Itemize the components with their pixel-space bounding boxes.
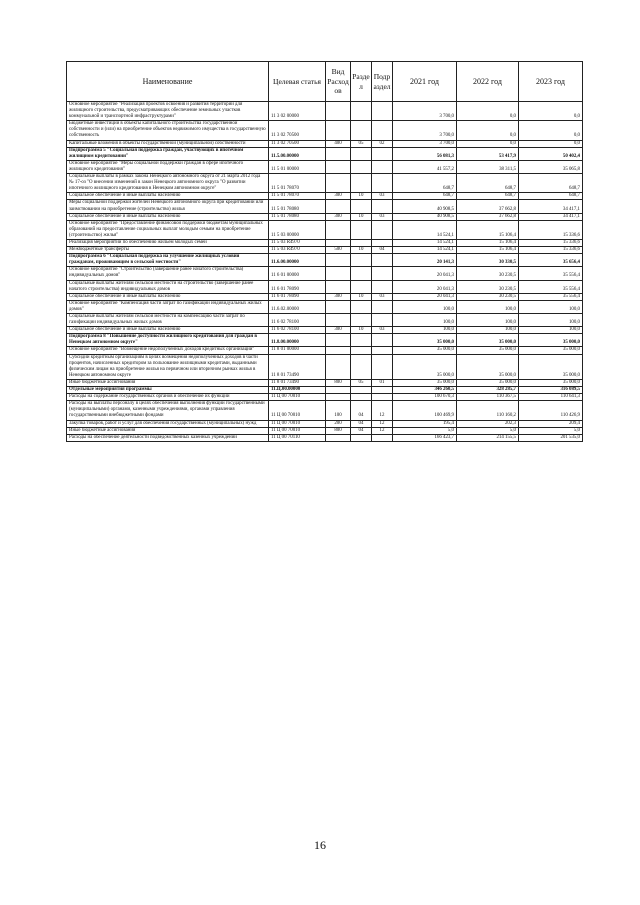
- cell-2022: 0,0: [457, 102, 519, 121]
- cell-subsection: [372, 102, 393, 121]
- table-row: [67, 121, 583, 140]
- cell-2023: 0,0: [519, 140, 583, 147]
- cell-2021: 100,0: [393, 300, 457, 313]
- cell-subsection: 04: [372, 247, 393, 254]
- cell-name: Социальное обеспечение и иные выплаты населению: [67, 327, 269, 334]
- cell-expense-type: [326, 334, 351, 347]
- cell-name: Подпрограмма 6 "Социальная поддержка на улучшение жилищных условий гражданам, проживающим в сельской местности": [67, 254, 269, 267]
- table-row: [67, 394, 583, 401]
- cell-name: Реализация мероприятий по обеспечению жильем молодых семей: [67, 239, 269, 246]
- table-header-row: [67, 62, 583, 102]
- cell-2023: 648,7: [519, 174, 583, 193]
- table-row: [67, 200, 583, 213]
- cell-2021: 35 000,0: [393, 354, 457, 379]
- cell-subsection: 03: [372, 213, 393, 220]
- cell-section: [351, 280, 372, 293]
- cell-target-article: 11.8.00.00000: [269, 334, 326, 347]
- cell-name: Расходы на содержание государственных органов и обеспечение их функций: [67, 394, 269, 401]
- table-row: [67, 280, 583, 293]
- cell-section: 04: [351, 427, 372, 434]
- cell-subsection: [372, 334, 393, 347]
- cell-2022: 648,7: [457, 174, 519, 193]
- cell-subsection: [372, 254, 393, 267]
- cell-subsection: [372, 220, 393, 239]
- cell-expense-type: [326, 387, 351, 394]
- cell-section: 05: [351, 140, 372, 147]
- cell-2022: 15 106,4: [457, 220, 519, 239]
- cell-name: Подпрограмма 8 "Повышение доступности жилищного кредитования для граждан в Ненецком автономном округе": [67, 334, 269, 347]
- cell-name: Расходы на выплаты персоналу в целях обеспечения выполнения функций государственными (муниципальными) органами, казенными учреждениями, органами управления государственными внебюджетными фондами: [67, 401, 269, 420]
- cell-2023: 34 417,1: [519, 200, 583, 213]
- cell-target-article: 11.6.00.00000: [269, 254, 326, 267]
- cell-2022: 35 000,0: [457, 334, 519, 347]
- cell-expense-type: [326, 160, 351, 173]
- table-row: [67, 314, 583, 327]
- cell-2023: 316 089,5: [519, 387, 583, 394]
- cell-2023: 35 000,0: [519, 334, 583, 347]
- cell-target-article: 11 5 03 00000: [269, 220, 326, 239]
- cell-2022: 5,0: [457, 427, 519, 434]
- cell-name: Меры социальной поддержки жителей Ненецкого автономного округа при кредитовании или заимствовании на приобретение (строительство) жилья: [67, 200, 269, 213]
- cell-name: Социальные выплаты в рамках закона Ненецкого автономного округа от 21 марта 2012 года № 17-оз "О внесении изменений в закон Ненецкого автономного округа "О развитии ипотечного жилищного кредитования в Ненецком автономном округе": [67, 174, 269, 193]
- cell-section: 10: [351, 193, 372, 200]
- cell-subsection: 12: [372, 427, 393, 434]
- cell-subsection: [372, 174, 393, 193]
- cell-section: [351, 394, 372, 401]
- cell-2021: 100 670,3: [393, 394, 457, 401]
- cell-expense-type: [326, 434, 351, 441]
- cell-subsection: 12: [372, 420, 393, 427]
- header-name: Наименование: [67, 62, 269, 102]
- table-row: [67, 102, 583, 121]
- cell-target-article: 11 5 01 00000: [269, 160, 326, 173]
- cell-subsection: 03: [372, 193, 393, 200]
- cell-2022: 30 230,5: [457, 267, 519, 280]
- cell-section: [351, 121, 372, 140]
- cell-subsection: [372, 147, 393, 160]
- cell-2021: 20 041,3: [393, 293, 457, 300]
- cell-section: 10: [351, 247, 372, 254]
- cell-expense-type: [326, 102, 351, 121]
- cell-target-article: 11 3 02 70500: [269, 140, 326, 147]
- table-row: [67, 379, 583, 386]
- table-row: [67, 420, 583, 427]
- cell-target-article: 11.Ц.00.00000: [269, 387, 326, 394]
- cell-section: 05: [351, 379, 372, 386]
- cell-target-article: 11 6 01 78090: [269, 293, 326, 300]
- table-row: [67, 220, 583, 239]
- cell-name: Основное мероприятие "Строительство (завершение ранее начатого строительства) индивидуальных домов": [67, 267, 269, 280]
- cell-target-article: 11 Ц 00 70010: [269, 401, 326, 420]
- cell-2021: 35 000,0: [393, 379, 457, 386]
- cell-expense-type: [326, 300, 351, 313]
- cell-subsection: [372, 200, 393, 213]
- cell-2021: 35 000,0: [393, 334, 457, 347]
- cell-section: [351, 239, 372, 246]
- cell-target-article: 11 6 02 78100: [269, 314, 326, 327]
- header-year-2023: 2023 год: [519, 62, 583, 102]
- cell-2023: 648,7: [519, 193, 583, 200]
- cell-2022: 0,0: [457, 121, 519, 140]
- cell-expense-type: 800: [326, 379, 351, 386]
- cell-subsection: [372, 160, 393, 173]
- cell-2021: 14 524,1: [393, 247, 457, 254]
- table-row: [67, 334, 583, 347]
- cell-2021: 3 700,0: [393, 140, 457, 147]
- cell-section: 04: [351, 420, 372, 427]
- cell-expense-type: [326, 121, 351, 140]
- cell-section: [351, 147, 372, 160]
- cell-2023: 35 556,4: [519, 293, 583, 300]
- cell-expense-type: [326, 280, 351, 293]
- cell-name: Основное мероприятие "Возмещение недополученных доходов кредитных организаций": [67, 347, 269, 354]
- table-row: [67, 147, 583, 160]
- cell-name: Социальное обеспечение и иные выплаты населению: [67, 193, 269, 200]
- cell-expense-type: [326, 239, 351, 246]
- cell-2021: 100,0: [393, 314, 457, 327]
- cell-2023: 15 336,6: [519, 220, 583, 239]
- cell-2022: 35 000,0: [457, 379, 519, 386]
- cell-2022: 100,0: [457, 327, 519, 334]
- cell-subsection: [372, 314, 393, 327]
- cell-name: Основное мероприятие "Предоставление финансовой поддержки бюджетам муниципальных образований на предоставление социальных выплат молодым семьям на приобретение (строительство) жилья": [67, 220, 269, 239]
- cell-2022: 30 230,5: [457, 293, 519, 300]
- table-row: [67, 427, 583, 434]
- cell-2021: 5,0: [393, 427, 457, 434]
- cell-target-article: 11 6 02 78100: [269, 327, 326, 334]
- cell-subsection: [372, 354, 393, 379]
- cell-expense-type: 800: [326, 427, 351, 434]
- cell-section: [351, 300, 372, 313]
- cell-target-article: 11 5 01 78080: [269, 200, 326, 213]
- cell-expense-type: [326, 200, 351, 213]
- table-row: [67, 293, 583, 300]
- cell-2023: 35 656,4: [519, 254, 583, 267]
- cell-subsection: [372, 121, 393, 140]
- cell-2022: 35 000,0: [457, 354, 519, 379]
- cell-target-article: 11 8 01 73490: [269, 354, 326, 379]
- table-row: [67, 213, 583, 220]
- cell-2022: 110 367,5: [457, 394, 519, 401]
- table-row: [67, 193, 583, 200]
- cell-2022: 214 155,5: [457, 434, 519, 441]
- cell-subsection: 03: [372, 293, 393, 300]
- cell-2021: 56 081,3: [393, 147, 457, 160]
- budget-table: [66, 61, 583, 442]
- cell-2023: 15 336,6: [519, 247, 583, 254]
- cell-2023: 35 556,4: [519, 280, 583, 293]
- cell-expense-type: 300: [326, 193, 351, 200]
- cell-expense-type: 400: [326, 140, 351, 147]
- table-row: [67, 347, 583, 354]
- cell-2021: 3 700,0: [393, 102, 457, 121]
- cell-section: [351, 174, 372, 193]
- cell-name: Социальное обеспечение и иные выплаты населению: [67, 293, 269, 300]
- cell-2021: 100 469,9: [393, 401, 457, 420]
- cell-expense-type: [326, 347, 351, 354]
- cell-target-article: 11 Ц 00 70010: [269, 394, 326, 401]
- cell-2021: 20 041,3: [393, 280, 457, 293]
- cell-subsection: [372, 347, 393, 354]
- cell-subsection: 01: [372, 379, 393, 386]
- cell-name: Социальные выплаты жителям сельской местности на компенсацию части затрат по газификации индивидуальных жилых домов: [67, 314, 269, 327]
- cell-expense-type: [326, 354, 351, 379]
- cell-name: Закупка товаров, работ и услуг для обеспечения государственных (муниципальных) нужд: [67, 420, 269, 427]
- table-row: [67, 434, 583, 441]
- cell-2023: 110 641,3: [519, 394, 583, 401]
- cell-section: [351, 334, 372, 347]
- cell-2021: 20 041,3: [393, 267, 457, 280]
- cell-2021: 648,7: [393, 174, 457, 193]
- cell-2023: 209,4: [519, 420, 583, 427]
- cell-2023: 5,0: [519, 427, 583, 434]
- table-row: [67, 247, 583, 254]
- cell-name: Межбюджетные трансферты: [67, 247, 269, 254]
- cell-expense-type: [326, 174, 351, 193]
- cell-2022: 30 330,5: [457, 254, 519, 267]
- cell-section: [351, 314, 372, 327]
- cell-2023: 35 000,0: [519, 379, 583, 386]
- cell-target-article: 11 6 01 00000: [269, 267, 326, 280]
- cell-2021: 166 423,7: [393, 434, 457, 441]
- cell-2021: 648,7: [393, 193, 457, 200]
- cell-expense-type: 300: [326, 327, 351, 334]
- cell-2023: 15 336,6: [519, 239, 583, 246]
- cell-2022: 53 417,9: [457, 147, 519, 160]
- header-section: Раздел: [351, 62, 372, 102]
- cell-name: Основное мероприятие "Меры социальной поддержки граждан в сфере ипотечного жилищного кредитования": [67, 160, 269, 173]
- cell-target-article: 11 5 03 R4970: [269, 247, 326, 254]
- cell-2021: 346 260,5: [393, 387, 457, 394]
- cell-name: Социальное обеспечение и иные выплаты населению: [67, 213, 269, 220]
- cell-2022: 15 106,4: [457, 239, 519, 246]
- cell-subsection: [372, 300, 393, 313]
- cell-expense-type: 300: [326, 213, 351, 220]
- cell-name: Субсидии кредитным организациям в целях возмещения недополученных доходов в части процентов, начисленных кредитором за пользование жилищными кредитами, выданными физическим лицам на приобретение жилья на первичном или вторичном рынках жилья в Ненецком автономном округе: [67, 354, 269, 379]
- cell-target-article: 11 Ц 00 70010: [269, 420, 326, 427]
- cell-section: [351, 354, 372, 379]
- cell-name: Расходы на обеспечение деятельности подведомственных казенных учреждений: [67, 434, 269, 441]
- cell-2022: 37 662,8: [457, 200, 519, 213]
- table-row: [67, 254, 583, 267]
- cell-subsection: [372, 434, 393, 441]
- cell-expense-type: [326, 254, 351, 267]
- cell-2023: 34 417,1: [519, 213, 583, 220]
- cell-target-article: 11 Ц 00 70010: [269, 427, 326, 434]
- cell-expense-type: [326, 147, 351, 160]
- cell-2021: 41 557,2: [393, 160, 457, 173]
- cell-target-article: 11 Ц 00 70110: [269, 434, 326, 441]
- cell-name: Основное мероприятие "Реализация проектов освоения и развития территорий для жилищного строительства, предусматривающих обеспечение земельных участков коммунальной и транспортной инфраструктурами": [67, 102, 269, 121]
- cell-section: [351, 200, 372, 213]
- cell-2021: 14 524,1: [393, 220, 457, 239]
- cell-name: Отдельные мероприятия программы: [67, 387, 269, 394]
- cell-subsection: [372, 394, 393, 401]
- cell-2022: 37 662,8: [457, 213, 519, 220]
- cell-2022: 110 160,2: [457, 401, 519, 420]
- cell-section: 10: [351, 327, 372, 334]
- cell-2023: 35 065,8: [519, 160, 583, 173]
- cell-2022: 100,0: [457, 300, 519, 313]
- cell-section: 10: [351, 293, 372, 300]
- cell-target-article: 11.5.00.00000: [269, 147, 326, 160]
- cell-name: Иные бюджетные ассигнования: [67, 427, 269, 434]
- cell-target-article: 11 5 01 78070: [269, 193, 326, 200]
- cell-name: Иные бюджетные ассигнования: [67, 379, 269, 386]
- cell-2023: 35 000,0: [519, 347, 583, 354]
- table-row: [67, 300, 583, 313]
- cell-2023: 0,0: [519, 121, 583, 140]
- cell-section: [351, 254, 372, 267]
- cell-target-article: 11 5 03 R4970: [269, 239, 326, 246]
- cell-2022: 35 000,0: [457, 347, 519, 354]
- cell-name: Социальные выплаты жителям сельской местности на строительство (завершение ранее начатого строительства) индивидуальных домов: [67, 280, 269, 293]
- table-row: [67, 387, 583, 394]
- table-row: [67, 160, 583, 173]
- cell-target-article: 11 5 01 78070: [269, 174, 326, 193]
- cell-name: Основное мероприятие "Компенсация части затрат по газификации индивидуальных жилых домов": [67, 300, 269, 313]
- table-body: [67, 102, 583, 442]
- table-row: [67, 401, 583, 420]
- cell-2023: 50 402,4: [519, 147, 583, 160]
- cell-target-article: 11 5 01 78080: [269, 213, 326, 220]
- cell-section: [351, 347, 372, 354]
- cell-2021: 20 141,3: [393, 254, 457, 267]
- cell-section: [351, 434, 372, 441]
- cell-2023: 100,0: [519, 300, 583, 313]
- cell-section: 10: [351, 213, 372, 220]
- cell-2023: 100,0: [519, 327, 583, 334]
- cell-2023: 0,0: [519, 102, 583, 121]
- cell-section: [351, 387, 372, 394]
- table-row: [67, 174, 583, 193]
- cell-target-article: 11 8 01 73490: [269, 379, 326, 386]
- cell-section: [351, 160, 372, 173]
- table-row: [67, 140, 583, 147]
- cell-2021: 3 700,0: [393, 121, 457, 140]
- cell-target-article: 11.6.02.00000: [269, 300, 326, 313]
- cell-expense-type: 300: [326, 293, 351, 300]
- cell-2022: 15 106,4: [457, 247, 519, 254]
- cell-2023: 201 535,0: [519, 434, 583, 441]
- header-year-2021: 2021 год: [393, 62, 457, 102]
- cell-2022: 100,0: [457, 314, 519, 327]
- cell-expense-type: 500: [326, 247, 351, 254]
- cell-subsection: 03: [372, 327, 393, 334]
- cell-section: [351, 102, 372, 121]
- cell-2021: 14 524,1: [393, 239, 457, 246]
- cell-subsection: [372, 387, 393, 394]
- cell-subsection: [372, 239, 393, 246]
- cell-expense-type: [326, 314, 351, 327]
- cell-target-article: 11 6 01 78090: [269, 280, 326, 293]
- page-number: 16: [314, 838, 326, 852]
- cell-section: [351, 220, 372, 239]
- header-target-article: Целевая статья: [269, 62, 326, 102]
- cell-target-article: 11 8 01 00000: [269, 347, 326, 354]
- cell-expense-type: [326, 394, 351, 401]
- cell-2022: 648,7: [457, 193, 519, 200]
- cell-name: Капитальные вложения в объекты государственной (муниципальной) собственности: [67, 140, 269, 147]
- cell-subsection: [372, 267, 393, 280]
- cell-2021: 195,4: [393, 420, 457, 427]
- cell-expense-type: 200: [326, 420, 351, 427]
- cell-2021: 35 000,0: [393, 347, 457, 354]
- cell-subsection: 02: [372, 140, 393, 147]
- cell-2022: 30 230,5: [457, 280, 519, 293]
- header-expense-type: Вид Расходов: [326, 62, 351, 102]
- header-subsection: Подраздел: [372, 62, 393, 102]
- table-row: [67, 239, 583, 246]
- cell-subsection: [372, 280, 393, 293]
- table-row: [67, 267, 583, 280]
- header-year-2022: 2022 год: [457, 62, 519, 102]
- cell-2023: 100,0: [519, 314, 583, 327]
- table-row: [67, 354, 583, 379]
- cell-2023: 35 000,0: [519, 354, 583, 379]
- cell-expense-type: 100: [326, 401, 351, 420]
- table-row: [67, 327, 583, 334]
- cell-name: Подпрограмма 5 "Социальная поддержка граждан, участвующих в ипотечном жилищном кредитовании": [67, 147, 269, 160]
- cell-2021: 40 908,5: [393, 200, 457, 213]
- cell-2021: 100,0: [393, 327, 457, 334]
- cell-2022: 38 311,5: [457, 160, 519, 173]
- cell-2023: 110 426,9: [519, 401, 583, 420]
- cell-subsection: 12: [372, 401, 393, 420]
- cell-2021: 40 908,5: [393, 213, 457, 220]
- cell-target-article: 11 3 02 00000: [269, 102, 326, 121]
- cell-2022: 202,3: [457, 420, 519, 427]
- cell-section: [351, 267, 372, 280]
- cell-2023: 35 556,4: [519, 267, 583, 280]
- cell-2022: 0,0: [457, 140, 519, 147]
- cell-target-article: 11 3 02 70500: [269, 121, 326, 140]
- cell-expense-type: [326, 267, 351, 280]
- cell-section: 04: [351, 401, 372, 420]
- cell-expense-type: [326, 220, 351, 239]
- cell-name: Бюджетные инвестиции в объекты капитального строительства государственной собственности и (или) на приобретение объектов недвижимого имущества в государственную собственность: [67, 121, 269, 140]
- cell-2022: 328 285,7: [457, 387, 519, 394]
